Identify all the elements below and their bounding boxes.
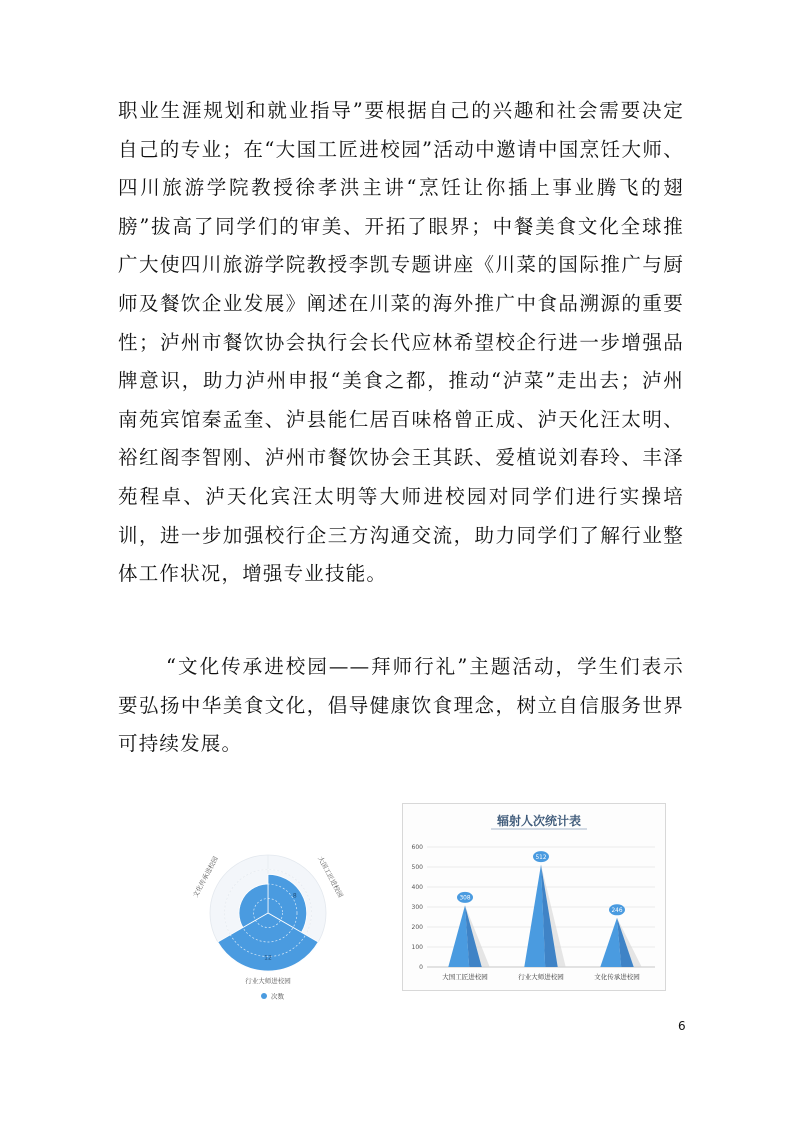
- polar-area-chart: [190, 812, 360, 1002]
- sector-value-2: 12: [264, 954, 272, 962]
- polar-area-chart-svg: [190, 812, 360, 1002]
- legend-swatch: [261, 993, 267, 999]
- value-label-2: 512: [535, 854, 547, 861]
- x-tick-labels: [442, 972, 640, 981]
- y-tick-1: 100: [411, 944, 423, 951]
- x-label-3: 文化传承进校园: [594, 973, 640, 981]
- x-label-1: 大国工匠进校园: [442, 973, 488, 981]
- page-number: 6: [678, 1019, 686, 1033]
- pyramid-bar-chart-svg: [403, 804, 665, 990]
- pyramid-bars: [448, 851, 641, 967]
- pyramid-bar-chart: [402, 803, 666, 991]
- y-tick-labels: [412, 844, 424, 971]
- y-tick-4: 400: [411, 884, 423, 891]
- body-paragraph-1: 职业生涯规划和就业指导”要根据自己的兴趣和社会需要决定自己的专业；在“大国工匠进校园”活动中邀请中国烹饪大师、四川旅游学院教授徐孝洪主讲“烹饪让你插上事业腾飞的翅膀”拔高了同学们的审美、开拓了眼界；中餐美食文化全球推广大使四川旅游学院教授李凯专题讲座《川菜的国际推广与厨师及餐饮企业发展》阐述在川菜的海外推广中食品溯源的重要性；泸州市餐饮协会执行会长代应林希望校企行进一步增强品牌意识，助力泸州申报“美食之都，推动“泸菜”走出去；泸州南苑宾馆秦孟奎、泸县能仁居百味格曾正成、泸天化汪太明、裕红阁李智刚、泸州市餐饮协会王其跃、爱植说刘春玲、丰泽苑程卓、泸天化宾汪太明等大师进校园对同学们进行实操培训，进一步加强校行企三方沟通交流，助力同学们了解行业整体工作状况，增强专业技能。: [118, 99, 684, 586]
- y-tick-6: 600: [411, 844, 423, 851]
- body-paragraph-2: “文化传承进校园——拜师行礼”主题活动，学生们表示要弘扬中华美食文化，倡导健康饮食理念，树立自信服务世界可持续发展。: [118, 655, 684, 756]
- legend-label: 次数: [271, 992, 284, 1001]
- y-tick-3: 300: [411, 904, 423, 911]
- category-label-2: 行业大师进校园: [245, 977, 291, 985]
- value-label-3: 246: [611, 908, 623, 914]
- y-tick-5: 500: [411, 864, 423, 871]
- chart-title: 辐射人次统计表: [496, 814, 582, 828]
- value-label-1: 308: [459, 895, 471, 902]
- y-tick-0: 0: [419, 964, 423, 971]
- y-tick-2: 200: [411, 924, 423, 931]
- category-label-3: 文化传承进校园: [191, 855, 220, 899]
- x-label-2: 行业大师进校园: [518, 973, 564, 981]
- category-label-1: 大国工匠进校园: [316, 855, 345, 899]
- sector-value-1: 8: [292, 892, 297, 900]
